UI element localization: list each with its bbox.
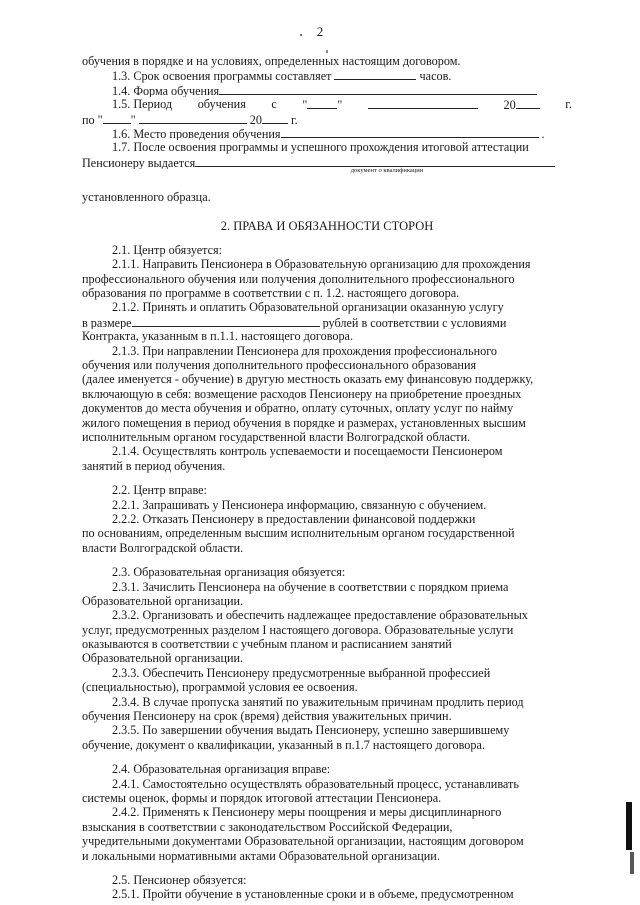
text-line: услуг, предусмотренных разделом I настоящего договора. Образовательные услуги bbox=[82, 622, 514, 637]
text-line: учредительными документами Образовательной организации, настоящим договором bbox=[82, 834, 524, 849]
text-line: (далее именуется - обучение) в другую местность оказать ему финансовую поддержку, bbox=[82, 372, 534, 387]
text-line: власти Волгоградской области. bbox=[82, 540, 244, 555]
text-line: 2.4.1. Самостоятельно осуществлять образовательный процесс, устанавливать bbox=[112, 776, 519, 791]
scan-edge-mark bbox=[630, 852, 634, 874]
text-line: 2.1.2. Принять и оплатить Образовательной организации оказанную услугу bbox=[112, 300, 504, 315]
text-line: 2.1.4. Осуществлять контроль успеваемости и посещаемости Пенсионером bbox=[112, 444, 503, 459]
text-line: 2.3.2. Организовать и обеспечить надлежащее предоставление образовательных bbox=[112, 608, 528, 623]
text-line: обучения Пенсионеру на срок (время) действия уважительных причин. bbox=[82, 709, 452, 724]
blank-field-month-from bbox=[368, 97, 478, 109]
text-line: оказываются в соответствии с учебным планом и расписанием занятий bbox=[82, 637, 452, 652]
text-line-issued: Пенсионеру выдается bbox=[82, 155, 572, 169]
text-line: 2.2.2. Отказать Пенсионеру в предоставлении финансовой поддержки bbox=[112, 511, 476, 526]
field-caption: документ о квалификации bbox=[350, 167, 424, 175]
text-line-period-to: по " " 20 г. bbox=[82, 112, 298, 126]
scan-tick-mark bbox=[326, 50, 328, 53]
text-line: документов до места обучения и обратно, оплату суточных, оплату услуг по найму bbox=[82, 401, 514, 416]
text-line: 2.5.1. Пройти обучение в установленные сроки и в объеме, предусмотренном bbox=[112, 887, 514, 902]
blank-field-document bbox=[195, 155, 555, 167]
text-line-duration: 1.3. Срок освоения программы составляет часов. bbox=[112, 69, 452, 83]
subsection-heading: 2.5. Пенсионер обязуется: bbox=[112, 872, 247, 887]
subsection-heading: 2.3. Образовательная организация обязуется: bbox=[112, 565, 346, 580]
text-line: 2.3.5. По завершении обучения выдать Пенсионеру, успешно завершившему bbox=[112, 723, 510, 738]
blank-field-place bbox=[281, 126, 539, 138]
scan-tick-mark bbox=[300, 34, 302, 36]
text-line: занятий в период обучения. bbox=[82, 458, 226, 473]
blank-field-hours bbox=[334, 68, 416, 80]
blank-field-form bbox=[219, 83, 537, 95]
blank-field-day-from bbox=[307, 97, 337, 109]
text-line: и локальными нормативными актами Образовательной организации. bbox=[82, 848, 440, 863]
text-line: образования по программе в соответствии с п. 1.2. настоящего договора. bbox=[82, 286, 460, 301]
section-title: 2. ПРАВА И ОБЯЗАННОСТИ СТОРОН bbox=[220, 218, 434, 233]
text-line: включающую в себя: возмещение расходов Пенсионеру на приобретение проездных bbox=[82, 386, 522, 401]
blank-field-amount bbox=[132, 315, 320, 327]
page-number: 2 bbox=[316, 24, 324, 39]
text-line: Контракта, указанным в п.1.1. настоящего договора. bbox=[82, 329, 354, 344]
blank-field-year-from bbox=[516, 97, 540, 109]
blank-field-day-to bbox=[103, 112, 131, 124]
text-line-amount: в размере рублей в соответствии с условиями bbox=[82, 315, 507, 330]
text-line: Образовательной организации. bbox=[82, 651, 244, 666]
text-line: взыскания в соответствии с законодательством Российской Федерации, bbox=[82, 819, 453, 834]
text-line: 2.1.3. При направлении Пенсионера для прохождения профессионального bbox=[112, 343, 497, 358]
text-line: обучения в порядке и на условиях, определенных настоящим договором. bbox=[82, 54, 461, 68]
subsection-heading: 2.4. Образовательная организация вправе: bbox=[112, 762, 331, 777]
text-line: 2.3.3. Обеспечить Пенсионеру предусмотренные выбранной профессией bbox=[112, 665, 491, 680]
subsection-heading: 2.2. Центр вправе: bbox=[112, 483, 207, 498]
text-line: профессионального обучения или получения дополнительного профессионального bbox=[82, 271, 515, 286]
text-line-form: 1.4. Форма обучения bbox=[82, 83, 572, 97]
blank-field-year-to bbox=[262, 112, 288, 124]
blank-field-month-to bbox=[139, 112, 247, 124]
text-line: обучения или получения дополнительного профессионального образования bbox=[82, 358, 477, 373]
text-line: 2.3.4. В случае пропуска занятий по уважительным причинам продлить период bbox=[112, 694, 524, 709]
text-line: (специальностью), программой условия ее освоения. bbox=[82, 680, 358, 695]
text-line: 2.4.2. Применять к Пенсионеру меры поощрения и меры дисциплинарного bbox=[112, 805, 502, 820]
text-line: системы оценок, формы и порядок итоговой аттестации Пенсионера. bbox=[82, 790, 442, 805]
text-line: Образовательной организации. bbox=[82, 593, 244, 608]
text-line: исполнительным органом государственной власти Волгоградской области. bbox=[82, 430, 471, 444]
text-line: обучение, документ о квалификации, указанный в п.1.7 настоящего договора. bbox=[82, 737, 485, 752]
subsection-heading: 2.1. Центр обязуется: bbox=[112, 242, 223, 257]
text-line: 1.7. После освоения программы и успешного прохождения итоговой аттестации bbox=[112, 140, 529, 155]
text-line: 2.3.1. Зачислить Пенсионера на обучение в соответствии с порядком приема bbox=[112, 579, 509, 594]
text-line: 2.2.1. Запрашивать у Пенсионера информацию, связанную с обучением. bbox=[112, 497, 487, 512]
text-line: жилого помещения в период обучения в порядке и размерах, установленных высшим bbox=[82, 415, 526, 430]
text-line-place: 1.6. Место проведения обучения . bbox=[112, 126, 545, 141]
text-line-period: 1.5. Период обучения с " " 20 г. bbox=[112, 97, 572, 113]
text-line: 2.1.1. Направить Пенсионера в Образовательную организацию для прохождения bbox=[112, 257, 531, 272]
text-line: установленного образца. bbox=[82, 190, 211, 205]
scan-edge-mark bbox=[626, 802, 632, 850]
text-line: по основаниям, определенным высшим исполнительным органом государственной bbox=[82, 526, 515, 541]
document-body bbox=[82, 54, 572, 902]
